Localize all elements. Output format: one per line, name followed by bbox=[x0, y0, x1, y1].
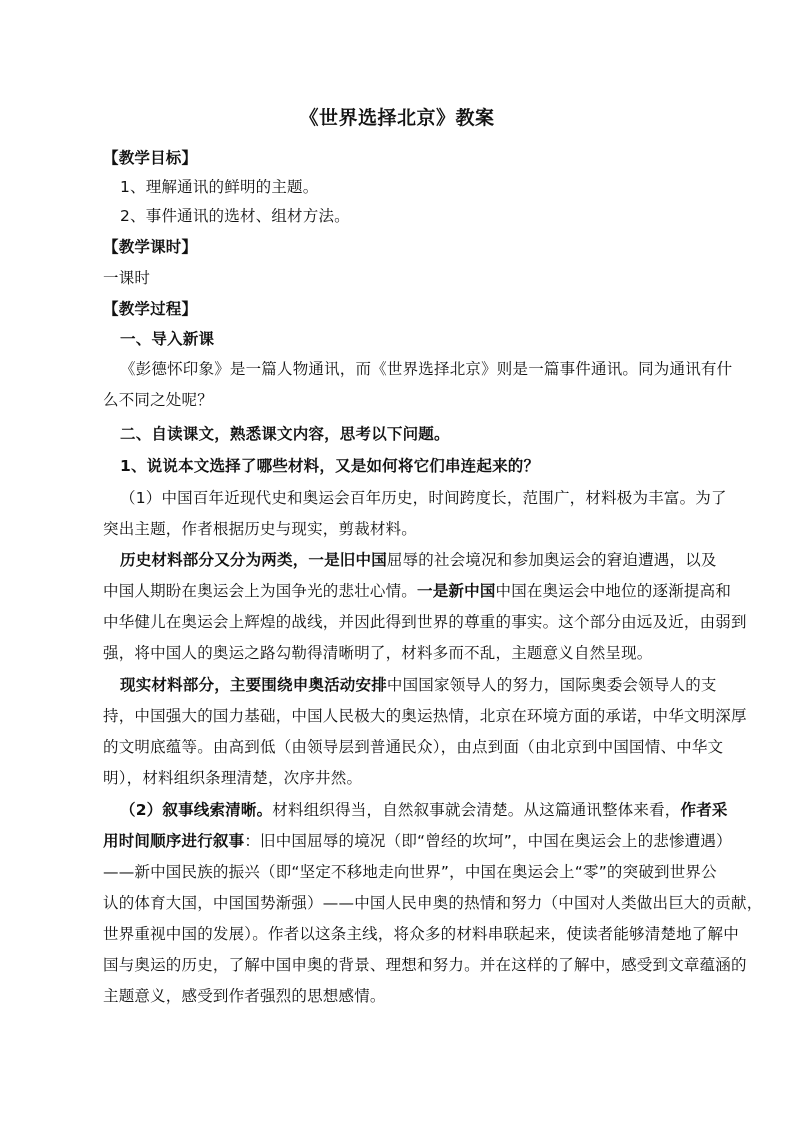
para-2-line-6: 国与奥运的历史，了解中国申奥的背景、理想和努力。并在这样的了解中，感受到文章蕴涵的 bbox=[103, 956, 747, 974]
goal-item-1: 1、理解通讯的鲜明的主题。 bbox=[120, 178, 319, 196]
para-2-bold-time-order: 用时间顺序进行叙事 bbox=[103, 832, 245, 850]
reality-bold-lead: 现实材料部分，主要围绕申奥活动安排 bbox=[120, 676, 387, 694]
history-bold-old-china: 历史材料部分又分为两类，一是旧中国 bbox=[120, 551, 387, 569]
history-line-2 bbox=[103, 580, 732, 602]
para-2-line-1 bbox=[120, 799, 740, 821]
hours-text: 一课时 bbox=[103, 269, 151, 287]
reality-line-3: 的文明底蕴等。由高到低（由领导层到普通民众），由点到面（由北京到中国国情、中华文 bbox=[103, 738, 724, 756]
reality-line-2: 持，中国强大的国力基础，中国人民极大的奥运热情，北京在环境方面的承诺，中华文明深厚 bbox=[103, 707, 747, 725]
goal-item-2: 2、事件通讯的选材、组材方法。 bbox=[120, 207, 350, 225]
history-line-4: 强，将中国人的奥运之路勾勒得清晰明了，材料多而不乱，主题意义自然呈现。 bbox=[103, 644, 653, 662]
reality-line-1 bbox=[120, 674, 740, 696]
history-line-2-text: 中国人期盼在奥运会上为国争光的悲壮心情。 bbox=[103, 582, 418, 600]
para-2-line-7: 主题意义，感受到作者强烈的思想感情。 bbox=[103, 987, 386, 1005]
step-1-heading: 一、导入新课 bbox=[120, 330, 215, 348]
history-line-1-rest: 屈辱的社会境况和参加奥运会的窘迫遭遇，以及 bbox=[386, 551, 717, 569]
para-1-line-2: 突出主题，作者根据历史与现实，剪裁材料。 bbox=[103, 520, 418, 538]
para-2-line-3: ——新中国民族的振兴（即“坚定不移地走向世界”，中国在奥运会上“零”的突破到世界公 bbox=[103, 863, 717, 881]
para-2-bold-tail: 作者采 bbox=[680, 801, 728, 819]
reality-line-1-rest: 中国国家领导人的努力，国际奥委会领导人的支 bbox=[386, 676, 717, 694]
question-1: 1、说说本文选择了哪些材料，又是如何将它们串连起来的？ bbox=[120, 457, 540, 475]
para-2-line-2-rest: ：旧中国屈辱的境况（即“曾经的坎坷”，中国在奥运会上的悲惨遭遇） bbox=[244, 832, 732, 850]
step-2-heading: 二、自读课文，熟悉课文内容，思考以下问题。 bbox=[120, 425, 450, 443]
para-2-line-2 bbox=[103, 830, 732, 852]
history-line-1 bbox=[120, 549, 740, 571]
intro-line-2: 么不同之处呢？ bbox=[103, 391, 213, 409]
para-2-line-4: 认的体育大国，中国国势渐强）——中国人民申奥的热情和努力（中国对人类做出巨大的贡献， bbox=[103, 894, 763, 912]
para-1-line-1: （1）中国百年近现代史和奥运会百年历史，时间跨度长，范围广，材料极为丰富。为了 bbox=[120, 489, 727, 507]
para-2-line-5: 世界重视中国的发展）。作者以这条主线，将众多的材料串联起来，使读者能够清楚地了解中 bbox=[103, 925, 739, 943]
history-line-3: 中华健儿在奥运会上辉煌的战线，并因此得到世界的尊重的事实。这个部分由远及近，由弱到 bbox=[103, 613, 747, 631]
history-bold-new-china: 一是新中国 bbox=[417, 582, 496, 600]
history-line-2-rest: 中国在奥运会中地位的逐渐提高和 bbox=[495, 582, 732, 600]
reality-line-4: 明），材料组织条理清楚，次序井然。 bbox=[103, 769, 363, 787]
section-heading-goals: 【教学目标】 bbox=[103, 149, 198, 167]
para-2-line-1-mid: 材料组织得当，自然叙事就会清楚。从这篇通讯整体来看， bbox=[272, 801, 681, 819]
para-2-bold-lead: （2）叙事线索清晰。 bbox=[120, 801, 273, 819]
section-heading-process: 【教学过程】 bbox=[103, 300, 198, 318]
document-title: 《世界选择北京》教案 bbox=[299, 107, 495, 129]
section-heading-hours: 【教学课时】 bbox=[103, 238, 198, 256]
intro-line-1: 《彭德怀印象》是一篇人物通讯，而《世界选择北京》则是一篇事件通讯。同为通讯有什 bbox=[120, 360, 733, 378]
